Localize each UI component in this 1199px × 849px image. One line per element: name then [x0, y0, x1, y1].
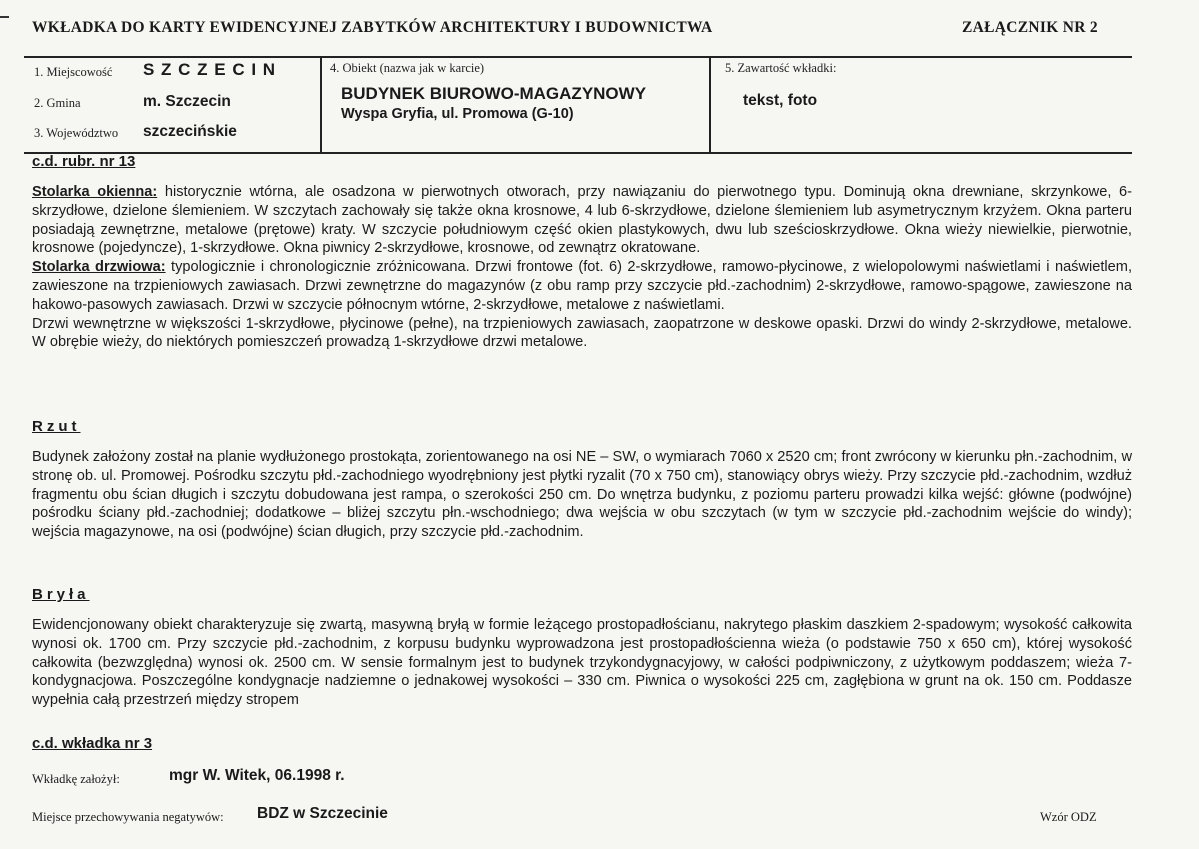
section-reference: c.d. rubr. nr 13 — [32, 153, 136, 170]
annex-number: ZAŁĄCZNIK NR 2 — [962, 19, 1098, 36]
windows-heading: Stolarka okienna: — [32, 184, 158, 200]
margin-tick-mark — [0, 16, 9, 18]
zawartosc-value: tekst, foto — [743, 92, 818, 109]
top-rule — [24, 56, 1132, 58]
author-value: mgr W. Witek, 06.1998 r. — [169, 767, 345, 784]
joinery-section — [32, 183, 1132, 352]
column-divider-2 — [709, 56, 711, 154]
gmina-label: 2. Gmina — [34, 96, 81, 110]
miejscowosc-label: 1. Miejscowość — [34, 65, 113, 79]
obiekt-label: 4. Obiekt (nazwa jak w karcie) — [330, 61, 485, 75]
interior-doors-text: Drzwi wewnętrzne w większości 1-skrzydłowe, płycinowe (pełne), na trzpieniowych zawiasach, zaopatrzone w deskowe opaski. Drzwi do windy 2-skrzydłowe, metalowe. W obrębie wieży, do niektórych pomieszczeń prowadzą 1-skrzydłowe drzwi metalowe. — [32, 315, 1132, 351]
doors-heading: Stolarka drzwiowa: — [32, 259, 166, 276]
miejscowosc-value: S Z C Z E C I N — [143, 60, 277, 79]
column-divider-1 — [320, 56, 322, 154]
obiekt-name: BUDYNEK BIUROWO-MAGAZYNOWY — [341, 84, 647, 103]
wojewodztwo-value: szczecińskie — [143, 123, 237, 140]
gmina-value: m. Szczecin — [143, 93, 231, 110]
wojewodztwo-label: 3. Województwo — [34, 126, 119, 140]
author-label: Wkładkę założył: — [32, 772, 120, 786]
template-label: Wzór ODZ — [1040, 810, 1097, 824]
massing-heading: Bryła — [32, 586, 90, 603]
storage-label: Miejsce przechowywania negatywów: — [32, 810, 224, 824]
storage-value: BDZ w Szczecinie — [257, 805, 388, 822]
plan-text: Budynek założony został na planie wydłużonego prostokąta, zorientowanego na osi NE – SW, o wymiarach 7060 x 2520 cm; front zwrócony w kierunku płn.-zachodnim, w stronę ob. ul. Promowej. Pośrodku szczytu płd.-zachodniego wyodrębniony jest płytki ryzalit (70 x 750 cm), stanowiący obrys wieży. Przy szczycie płd.-zachodnim, wzdłuż fragmentu obu ścian długich i szczytu dobudowana jest rampa, o szerokości 250 cm. Do wnętrza budynku, z poziomu parteru prowadzi kilka wejść: główne (podwójne) pośrodku ściany płd.-zachodniej; dodatkowe – bliżej szczytu płn.-wschodniego; dwa wejścia w obu szczytach (w tym w szczycie płd.-zachodnim wejście do windy); wejścia magazynowe, na osi (podwójne) ścian długich, przy szczycie płd.-zachodnim. — [32, 449, 1132, 541]
doors-text: typologicznie i chronologicznie zróżnicowana. Drzwi frontowe (fot. 6) 2-skrzydłowe, ramowo-płycinowe, z wielopolowymi naświetlami i naświetlem, zawieszone na trzpieniowych zawiasach. Drzwi zewnętrzne do magazynów (z obu ramp przy szczycie płd.-zachodnim) 2-skrzydłowe, ramowo-spągowe, zawieszone na hakowo-pasowych zawiasach. Drzwi w szczycie północnym wtórne, 2-skrzydłowe, metalowe z naświetlami. — [32, 259, 1133, 313]
continuation-note: c.d. wkładka nr 3 — [32, 735, 153, 752]
windows-text: historycznie wtórna, ale osadzona w pierwotnych otworach, przy nawiązaniu do pierwotnego typu. Dominują okna drewniane, skrzynkowe, 6-skrzydłowe, dzielone ślemieniem. W szczytach zachowały się także okna krosnowe, 4 lub 6-skrzydłowe, dzielone ślemieniem lub asymetrycznym krzyżem. Okna parteru posiadają zewnętrzne, metalowe (prętowe) kraty. W szczycie południowym część okien plastykowych, dwu lub sześcioskrzydłowe. Okna wieży niewielkie, pierwotnie, krosnowe (pojedyncze), 1-skrzydłowe. Okna piwnicy 2-skrzydłowe, krosnowe, od zewnątrz okratowane. — [32, 184, 1132, 257]
plan-heading: Rzut — [32, 418, 81, 435]
massing-text: Ewidencjonowany obiekt charakteryzuje się zwartą, masywną bryłą w formie leżącego prostopadłościanu, nakrytego płaskim daszkiem 2-spadowym; wysokość całkowita wynosi ok. 1700 cm. Przy szczycie płd.-zachodnim, z korpusu budynku wyprowadzona jest prostopadłościenna wieża (o podstawie 750 x 650 cm), której wysokość całkowita (bezwzględna) wynosi ok. 2500 cm. W sensie formalnym jest to budynek trzykondygnacyjowy, w całości podpiwniczony, z użytkowym poddaszem; wieża 7-kondygnacjowa. Poszczególne kondygnacje nadziemne o jednakowej wysokości – 330 cm. Piwnica o wysokości 225 cm, zagłębiona w grunt na ok. 150 cm. Poddasze wypełnia całą przestrzeń między stropem — [32, 617, 1132, 709]
form-title: WKŁADKA DO KARTY EWIDENCYJNEJ ZABYTKÓW ARCHITEKTURY I BUDOWNICTWA — [32, 19, 713, 36]
zawartosc-label: 5. Zawartość wkładki: — [725, 61, 837, 75]
obiekt-address: Wyspa Gryfia, ul. Promowa (G-10) — [341, 106, 574, 122]
fields-bottom-rule — [24, 152, 1132, 154]
